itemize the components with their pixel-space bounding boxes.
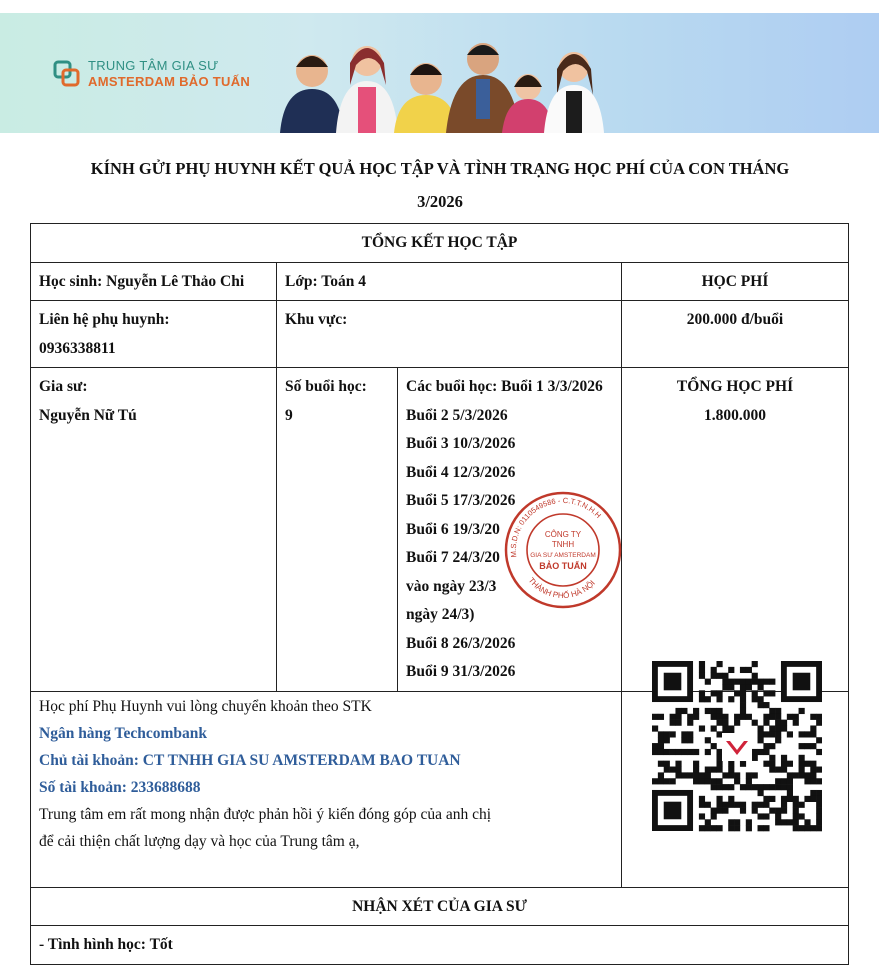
account-number: Số tài khoản: 233688688 bbox=[39, 778, 201, 796]
class-name: Lớp: Toán 4 bbox=[277, 262, 622, 301]
payment-qr-code bbox=[652, 661, 822, 833]
company-stamp bbox=[502, 489, 624, 611]
tutor-comment-first-line: - Tình hình học: Tốt bbox=[31, 926, 849, 965]
tutor-cell bbox=[31, 368, 277, 692]
tutor-name: Nguyễn Nữ Tú bbox=[39, 406, 137, 424]
center-logo[interactable] bbox=[52, 58, 250, 90]
report-heading-line1: KÍNH GỬI PHỤ HUYNH KẾT QUẢ HỌC TẬP VÀ TÌNH TRẠNG HỌC PHÍ CỦA CON THÁNG bbox=[90, 159, 790, 178]
feedback-line2: để cải thiện chất lượng dạy và học của Trung tâm ạ, bbox=[39, 832, 360, 850]
svg-text:CÔNG TY: CÔNG TY bbox=[544, 530, 582, 539]
feedback-line1: Trung tâm em rất mong nhận được phản hồi ý kiến đóng góp của anh chị bbox=[39, 805, 492, 823]
section-title-study-summary: TỔNG KẾT HỌC TẬP bbox=[31, 224, 849, 263]
parent-phone: 0936338811 bbox=[39, 339, 116, 357]
report-heading-line2: 3/2026 bbox=[417, 192, 463, 211]
svg-text:GIA SƯ AMSTERDAM: GIA SƯ AMSTERDAM bbox=[530, 552, 596, 559]
svg-text:BẢO TUẤN: BẢO TUẤN bbox=[539, 561, 587, 571]
session-line: Buổi 2 5/3/2026 bbox=[406, 406, 508, 424]
total-fee-value: 1.800.000 bbox=[704, 406, 766, 424]
session-line: Buổi 3 10/3/2026 bbox=[406, 435, 516, 452]
tutor-comment-title: NHẬN XÉT CỦA GIA SƯ bbox=[31, 887, 849, 926]
banner-people-illustration bbox=[270, 31, 610, 133]
fee-header: HỌC PHÍ bbox=[622, 262, 849, 301]
sessions-label: Số buổi học: bbox=[285, 378, 367, 395]
tutor-label: Gia sư: bbox=[39, 378, 88, 395]
sessions-count: 9 bbox=[285, 406, 293, 424]
account-holder: Chủ tài khoản: CT TNHH GIA SU AMSTERDAM BAO TUAN bbox=[39, 751, 461, 769]
session-line: Buổi 4 12/3/2026 bbox=[406, 463, 516, 481]
session-line: vào ngày 23/3 bbox=[406, 577, 497, 595]
header-banner bbox=[0, 13, 879, 133]
session-line: Buổi 6 19/3/20 bbox=[406, 520, 500, 538]
logo-icon bbox=[52, 59, 82, 89]
payment-info-cell bbox=[31, 691, 622, 887]
svg-text:M.S.D.N: 0110549586 - C.T.T.N.: M.S.D.N: 0110549586 - C.T.T.N.H.H bbox=[508, 495, 603, 558]
report-table bbox=[30, 223, 849, 965]
logo-line2: AMSTERDAM BẢO TUẤN bbox=[88, 74, 251, 89]
session-line: Các buổi học: Buổi 1 3/3/2026 bbox=[406, 378, 603, 395]
total-fee-cell bbox=[622, 368, 849, 692]
fee-per-session: 200.000 đ/buổi bbox=[622, 301, 849, 368]
area-label: Khu vực: bbox=[277, 301, 622, 368]
logo-line1: TRUNG TÂM GIA SƯ bbox=[88, 58, 219, 73]
parent-contact-cell bbox=[31, 301, 277, 368]
payment-intro: Học phí Phụ Huynh vui lòng chuyển khoản theo STK bbox=[39, 697, 372, 715]
session-line: Buổi 9 31/3/2026 bbox=[406, 663, 516, 680]
session-line: ngày 24/3) bbox=[406, 606, 475, 623]
svg-text:TNHH: TNHH bbox=[551, 540, 575, 549]
session-line: Buổi 5 17/3/2026 bbox=[406, 492, 516, 509]
svg-text:THÀNH PHỐ HÀ NỘI: THÀNH PHỐ HÀ NỘI bbox=[526, 575, 597, 601]
student-name: Học sinh: Nguyễn Lê Thảo Chi bbox=[31, 262, 277, 301]
session-line: Buổi 8 26/3/2026 bbox=[406, 634, 516, 652]
total-fee-label: TỔNG HỌC PHÍ bbox=[676, 378, 794, 395]
session-line: Buổi 7 24/3/20 bbox=[406, 549, 500, 566]
parent-contact-label: Liên hệ phụ huynh: bbox=[39, 311, 170, 328]
sessions-count-cell bbox=[277, 368, 398, 692]
bank-name: Ngân hàng Techcombank bbox=[39, 724, 207, 742]
